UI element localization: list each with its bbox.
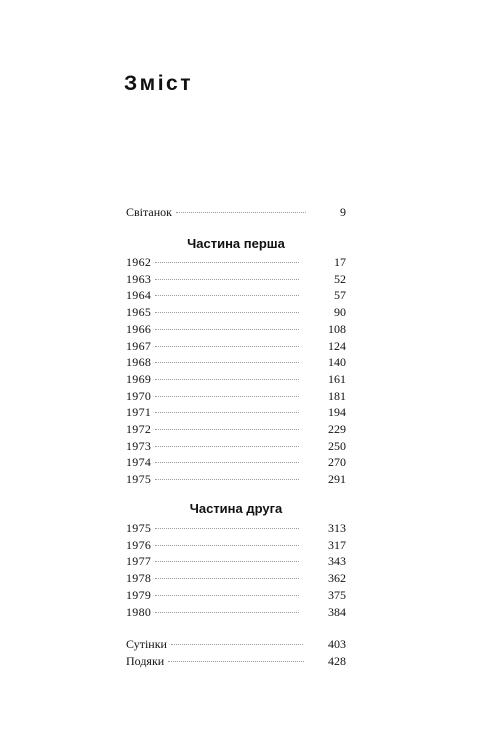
toc-entry-page: 229	[328, 422, 346, 436]
toc-entry-page: 161	[328, 371, 346, 386]
toc-entry-label: 1977	[126, 554, 152, 569]
toc-leader-dots	[155, 446, 299, 447]
toc-leader-dots	[155, 429, 299, 430]
toc-entry-page: 140	[328, 355, 346, 370]
toc-entry-page: 9	[340, 205, 346, 219]
toc-leader-dots	[155, 279, 299, 280]
toc-leader-dots	[176, 212, 306, 213]
toc-entry	[126, 254, 346, 270]
toc-entry-page: 17	[334, 255, 346, 269]
toc-entry	[126, 371, 346, 387]
toc-entry-page: 181	[328, 388, 346, 403]
toc-entry-page: 108	[328, 321, 346, 336]
toc-leader-dots	[155, 262, 299, 263]
toc-leader-dots	[155, 379, 299, 380]
toc-entry-page: 194	[328, 405, 346, 420]
toc-entry-label: Сутінки	[126, 637, 167, 651]
toc-entry-page: 428	[328, 653, 346, 668]
toc-leader-dots	[155, 612, 299, 613]
toc-entry	[126, 271, 346, 287]
toc-leader-dots	[171, 644, 303, 645]
part-heading: Частина перша	[187, 236, 285, 251]
toc-leader-dots	[155, 462, 299, 463]
toc-entry-page: 317	[328, 537, 346, 552]
toc-entry-label: 1964	[126, 288, 152, 303]
part-heading: Частина друга	[189, 501, 283, 516]
toc-entry-label: 1968	[126, 355, 152, 370]
toc-entry-page: 384	[328, 604, 346, 619]
toc-entry-label: 1967	[126, 338, 152, 353]
toc-entry-page: 270	[328, 455, 346, 470]
toc-leader-dots	[155, 396, 299, 397]
toc-entry	[126, 454, 346, 470]
toc-entry	[126, 438, 346, 454]
toc-entry-label: 1962	[126, 255, 152, 269]
toc-leader-dots	[155, 346, 299, 347]
toc-entry-page: 250	[328, 438, 346, 453]
toc-entry	[126, 388, 346, 404]
toc-leader-dots	[155, 528, 299, 529]
toc-entry-label: 1976	[126, 537, 152, 552]
toc-entry-label: 1979	[126, 587, 152, 602]
toc-entry	[126, 636, 346, 652]
toc-entry-label: 1966	[126, 321, 152, 336]
toc-entry-label: 1975	[126, 472, 152, 487]
toc-entry	[126, 553, 346, 569]
toc-leader-dots	[168, 661, 304, 662]
toc-entry	[126, 587, 346, 603]
toc-entry-label: 1965	[126, 305, 152, 320]
toc-entry-label: 1969	[126, 371, 152, 386]
toc-entry-page: 343	[328, 554, 346, 569]
toc-leader-dots	[155, 329, 299, 330]
toc-entry	[126, 421, 346, 437]
toc-entry	[126, 404, 346, 420]
toc-entry	[126, 570, 346, 586]
toc-entry-page: 362	[328, 571, 346, 586]
toc-leader-dots	[155, 595, 299, 596]
toc-entry-label: 1972	[126, 422, 152, 436]
toc-entry	[126, 204, 346, 220]
toc-entry-page: 57	[334, 288, 346, 303]
toc-entry	[126, 520, 346, 536]
toc-entry-label: 1971	[126, 405, 152, 420]
toc-entry-label: Подяки	[126, 653, 165, 668]
toc-entry	[126, 354, 346, 370]
toc-leader-dots	[155, 545, 299, 546]
toc-entry	[126, 338, 346, 354]
toc-entry	[126, 604, 346, 620]
toc-entry	[126, 537, 346, 553]
toc-entry	[126, 321, 346, 337]
page-title: Зміст	[124, 72, 193, 95]
toc-leader-dots	[155, 312, 299, 313]
toc-leader-dots	[155, 578, 299, 579]
toc-leader-dots	[155, 412, 299, 413]
toc-entry-page: 313	[328, 521, 346, 535]
toc-entry-label: 1974	[126, 455, 152, 470]
toc-entry-label: 1978	[126, 571, 152, 586]
toc-leader-dots	[155, 362, 299, 363]
toc-entry-page: 52	[334, 271, 346, 286]
toc-entry-page: 124	[328, 338, 346, 353]
toc-entry-label: 1970	[126, 388, 152, 403]
toc-entry-label: Світанок	[126, 205, 172, 219]
toc-entry-page: 90	[334, 305, 346, 320]
toc-leader-dots	[155, 479, 299, 480]
toc-entry-label: 1980	[126, 604, 152, 619]
toc-leader-dots	[155, 561, 299, 562]
toc-entry	[126, 653, 346, 669]
toc-entry-label: 1975	[126, 521, 152, 535]
toc-leader-dots	[155, 295, 299, 296]
toc-entry-label: 1973	[126, 438, 152, 453]
toc-entry	[126, 287, 346, 303]
toc-entry-label: 1963	[126, 271, 152, 286]
toc-entry	[126, 471, 346, 487]
toc-entry-page: 403	[328, 637, 346, 651]
toc-entry	[126, 304, 346, 320]
toc-entry-page: 375	[328, 587, 346, 602]
toc-entry-page: 291	[328, 472, 346, 487]
